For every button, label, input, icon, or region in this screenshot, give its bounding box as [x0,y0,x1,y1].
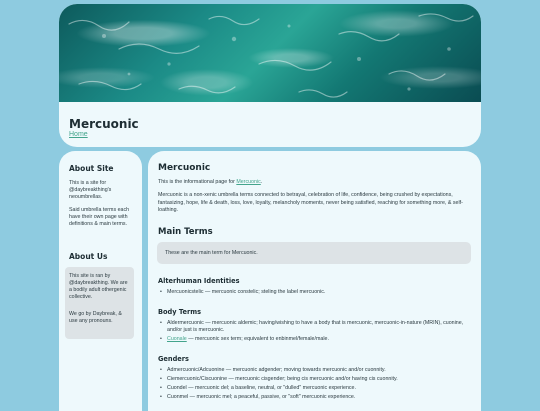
about-us-text-1: This site is ran by @daybreakthing. We are a bodily adult othergenic collective. [69,273,128,300]
alterhuman-list [158,289,474,298]
mercuonic-link[interactable]: Mercuonic [236,179,261,185]
list-item: • Ciemercuonic/Ciscuonine — mercuonic cisgender; being cis mercuonic and/or having cis cuonnity. [158,376,474,383]
list-item: • Admercuonic/Adcuonine — mercuonic adgender; moving towards mercuonic and/or cuonnity. [158,367,474,374]
genders-list [158,367,474,403]
main-terms-note-text: These are the main term for Mercuonic. [165,250,258,256]
intro-text [158,179,474,187]
genders-heading: Genders [158,355,189,363]
about-us-box [65,267,134,339]
site-title: Mercuonic [69,117,139,131]
list-item: • Mercuonicstelic — mercuonic constelic; steling the label mercuonic. [158,289,474,296]
intro-suffix: . [260,179,263,185]
main-terms-note [157,242,471,264]
about-site-heading: About Site [69,164,114,173]
about-us-text-2: We go by Daybreak, & use any pronouns. [69,311,122,324]
list-item [158,336,474,343]
list-item: • Cuonmel — mercuonic mel; a peaceful, passive, or "soft" mercuonic experience. [158,394,474,401]
page-title: Mercuonic [158,163,211,173]
about-site-text-1: This is a site for @daybreakthing's neoumbrellas. [69,180,112,200]
site-header [59,4,481,147]
intro-prefix: This is the informational page for [158,179,237,185]
wave-foam-graphic [59,4,481,102]
cuonale-link[interactable]: Cuonale [167,336,187,342]
alterhuman-heading: Alterhuman Identities [158,277,240,285]
sidebar [59,151,142,411]
about-site-text-2: Said umbrella terms each have their own page with definitions & main terms. [69,207,130,227]
description-text: Mercuonic is a non-xenic umbrella terms connected to betrayal, celebration of life, confidence, being crushed by expectations, fantasizing, hope, life & death, loss, love, loyalty, melancholy moments, never being satisfied, reaching for something more, & self-loathing. [158,192,463,213]
list-item: • Aldermercuonic — mercuonic aldemic; having/wishing to have a body that is mercuonic, mercuonic-in-nature (MRIN), cuonine, and/or just is mercuonic. [158,320,474,334]
ocean-banner-image [59,4,481,102]
main-content [148,151,481,411]
body-terms-heading: Body Terms [158,308,202,316]
main-terms-heading: Main Terms [158,227,213,237]
about-us-heading: About Us [69,252,108,261]
body-terms-list [158,320,474,345]
home-link[interactable]: Home [69,131,88,138]
cuonale-text: — mercuonic sex term; equivalent to enbinmel/female/male. [186,336,329,342]
list-item: • Cuondel — mercuonic del; a baseline, neutral, or "dulled" mercuonic experience. [158,385,474,392]
